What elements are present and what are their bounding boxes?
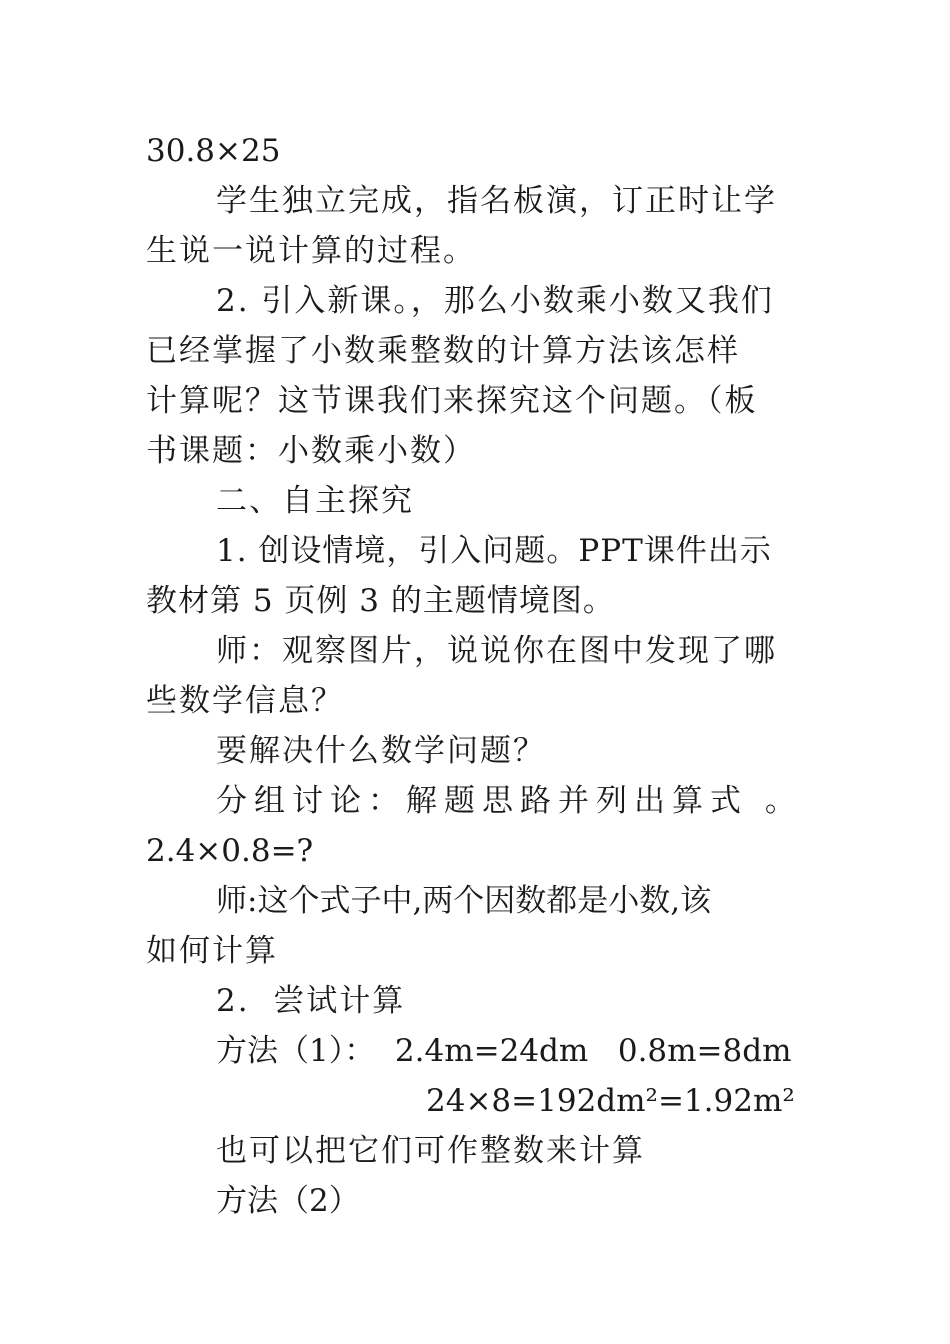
text-line: 些数学信息？ (146, 683, 344, 719)
text-line: 已经掌握了小数乘整数的计算方法该怎样 (146, 333, 740, 369)
method-line: 方法（1）： 2.4m=24dm 0.8m=8dm (216, 1033, 792, 1069)
method-line: 方法（2） (216, 1183, 360, 1219)
text-line: 计算呢？这节课我们来探究这个问题。（板 (146, 383, 758, 419)
text-line: 教材第 5 页例 3 的主题情境图。 (146, 583, 615, 619)
text-line: 分组讨论：解题思路并列出算式 。 (216, 783, 803, 819)
text-line: 2. 尝试计算 (216, 983, 406, 1019)
text-line: 30.8×25 (146, 133, 281, 169)
section-heading: 二、自主探究 (216, 483, 414, 519)
text-line: 师:这个式子中,两个因数都是小数,该 (216, 883, 712, 919)
text-line: 1. 创设情境，引入问题。PPT课件出示 (216, 533, 772, 569)
text-line: 如何计算 (146, 933, 278, 969)
text-line: 要解决什么数学问题？ (216, 733, 546, 769)
text-line: 学生独立完成，指名板演，订正时让学 (216, 183, 777, 219)
text-line: 师：观察图片，说说你在图中发现了哪 (216, 633, 777, 669)
formula-line: 24×8=192dm²=1.92m² (426, 1083, 795, 1119)
text-line: 也可以把它们可作整数来计算 (216, 1133, 645, 1169)
text-line: 生说一说计算的过程。 (146, 233, 476, 269)
text-line: 书课题：小数乘小数） (146, 433, 476, 469)
text-line: 2. 引入新课。，那么小数乘小数又我们 (216, 283, 774, 319)
formula-line: 2.4×0.8=? (146, 833, 314, 869)
